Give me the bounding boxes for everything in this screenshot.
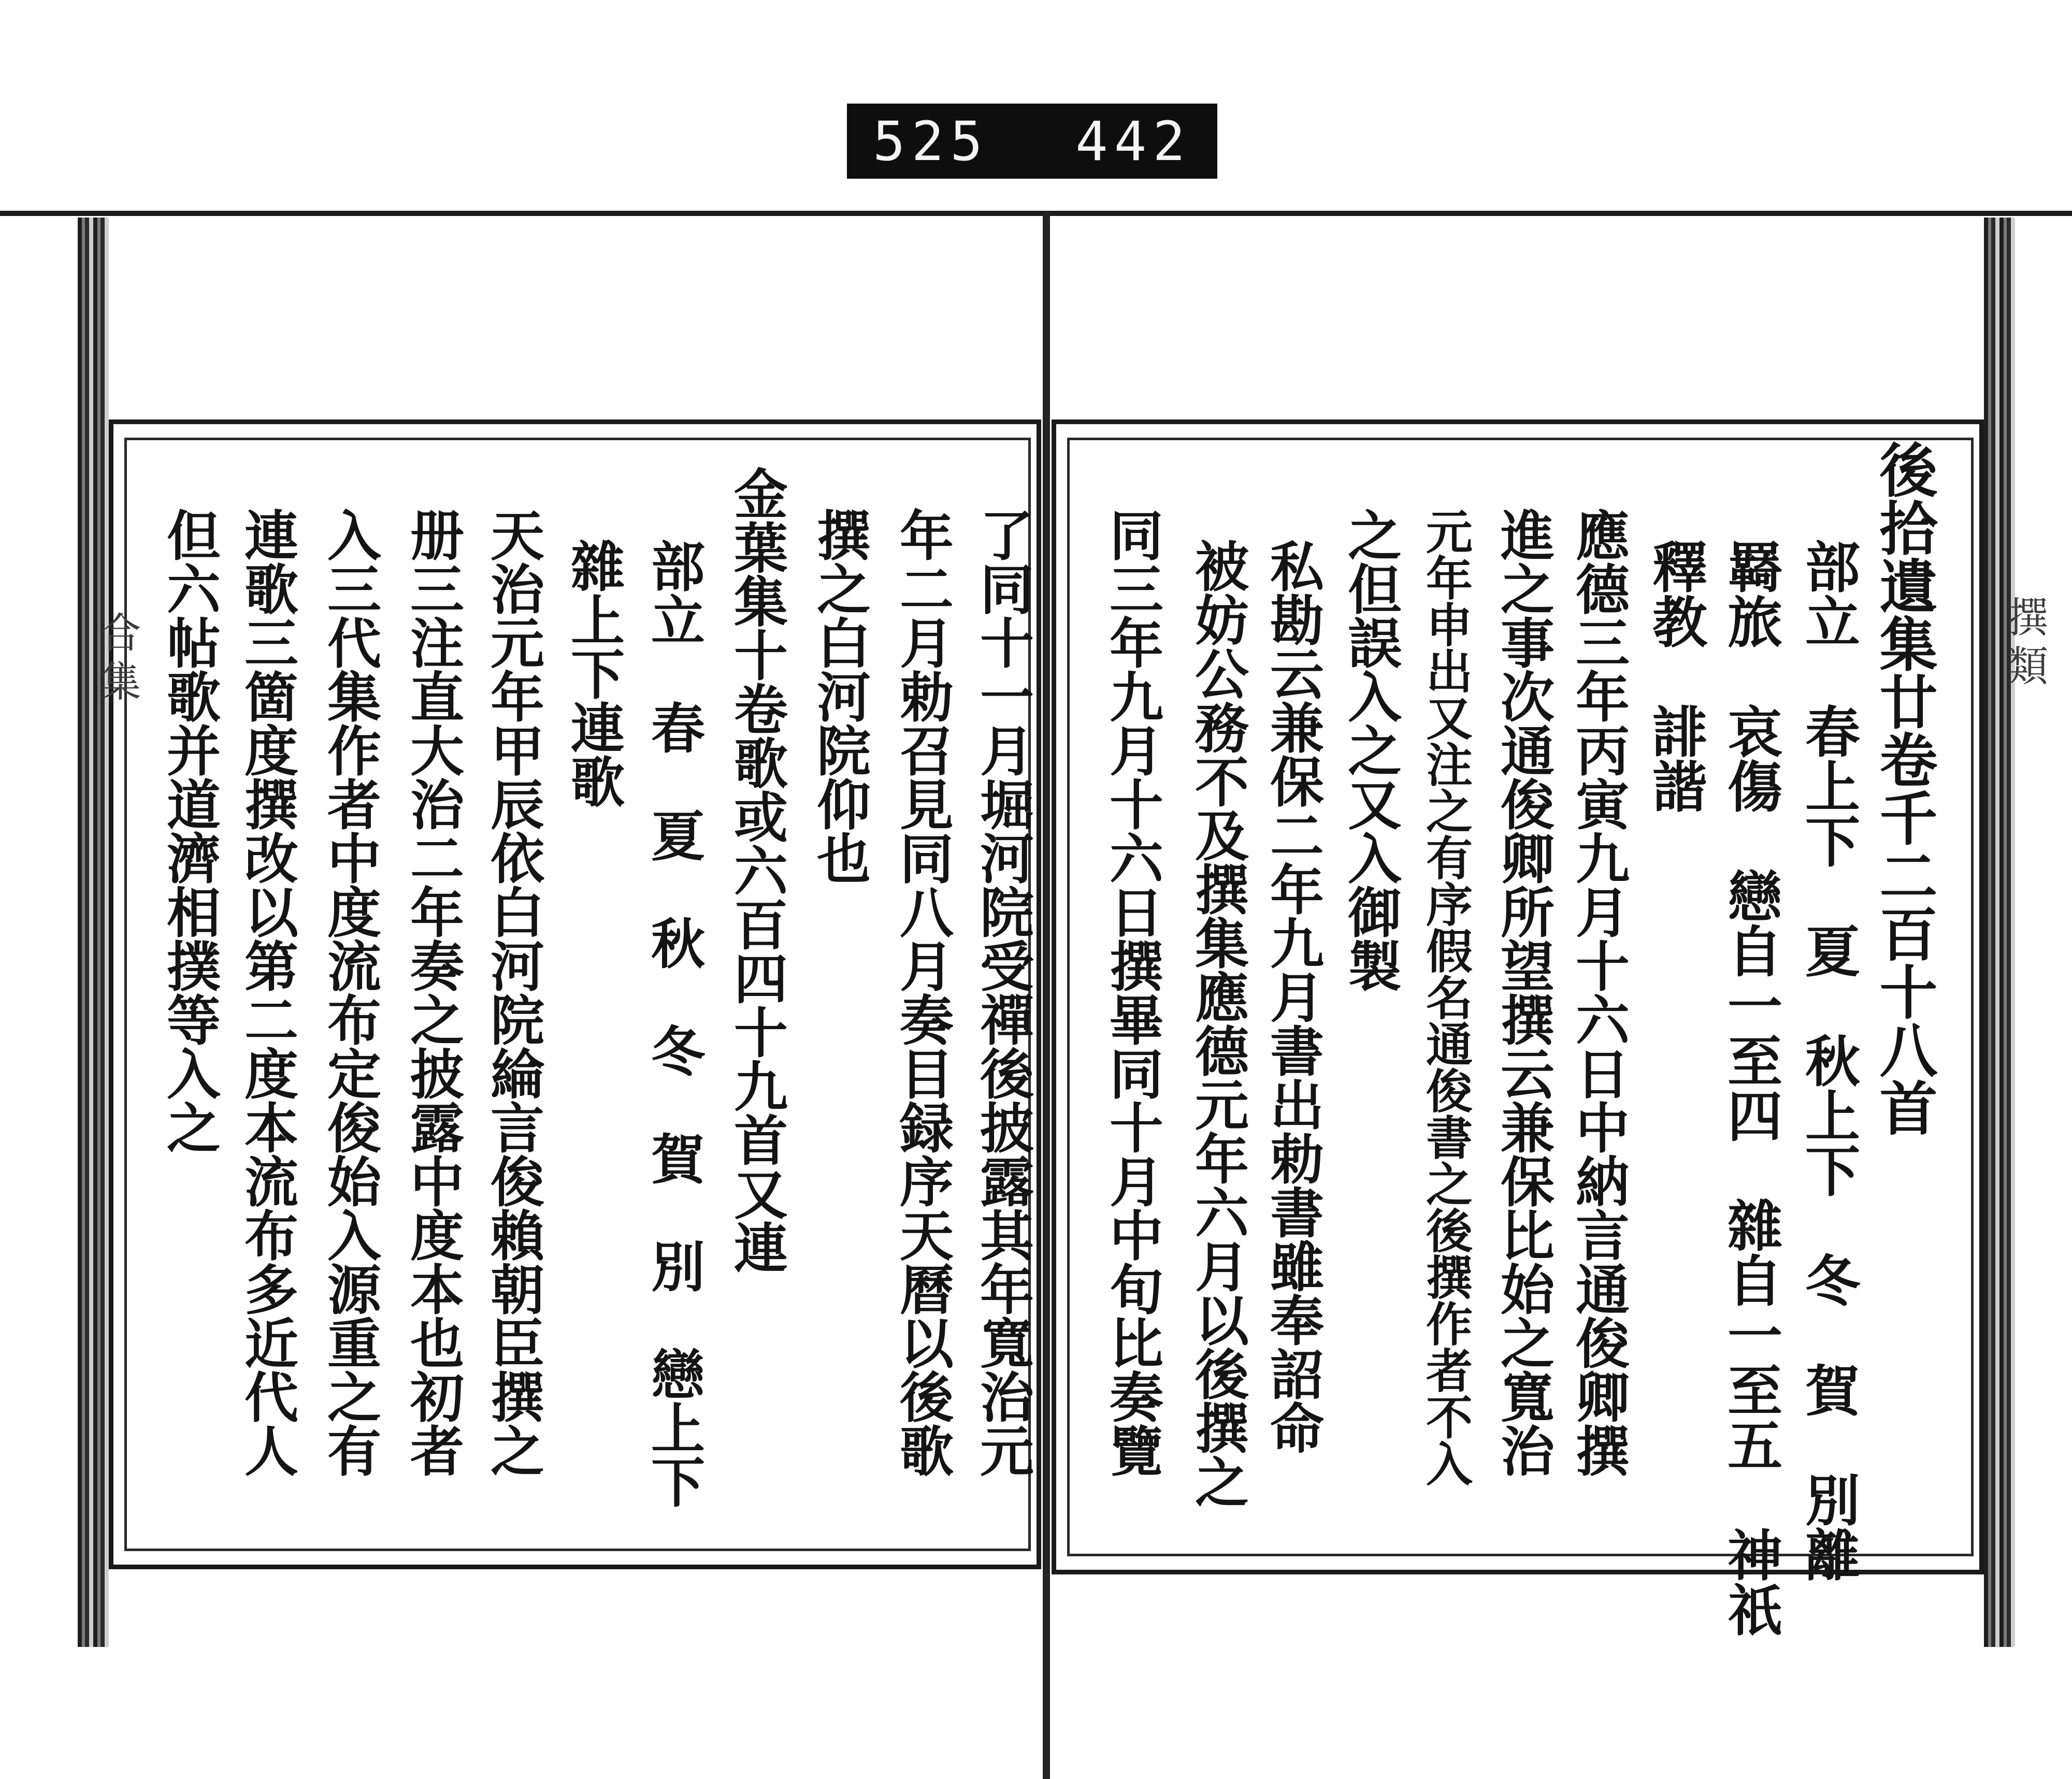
right-column-9: 私勘云兼保二年九月書出勅書雖奉詔命 bbox=[1261, 539, 1325, 1454]
left-column-9: 入三代集作者中度流布定俊始入源重之有 bbox=[318, 508, 382, 1477]
right-column-10: 被妨公務不及撰集應德元年六月以後撰之 bbox=[1186, 539, 1249, 1508]
left-margin-title: 合集 bbox=[93, 611, 141, 708]
right-column-4: 釋教 誹諧 bbox=[1644, 539, 1708, 813]
left-column-2: 年二月勅召見同八月奏目録序天曆以後歌 bbox=[890, 508, 954, 1477]
right-column-3: 羇旅 哀傷 戀自一至四 雜自一至五 神祇 bbox=[1719, 539, 1783, 1637]
right-column-7: 元年申出又注之有序假名通俊書之後撰作者不入 bbox=[1418, 508, 1473, 1486]
left-column-8: 册三注直大治二年奏之披露中度本也初者 bbox=[401, 508, 465, 1477]
right-column-11: 同三年九月十六日撰畢同十月中旬比奏覽 bbox=[1100, 508, 1164, 1477]
right-column-1: 後拾遺集廿卷千二百十八首 bbox=[1870, 440, 1938, 1136]
archive-number-right: 442 bbox=[1075, 109, 1191, 173]
archive-number-left: 525 bbox=[873, 109, 989, 173]
left-column-11: 但六帖歌并道濟相撲等入之 bbox=[157, 508, 221, 1154]
right-column-5: 應德三年丙寅九月十六日中納言通俊卿撰 bbox=[1566, 508, 1630, 1477]
right-column-6: 進之事次通俊卿所望撰云兼保比始之寬治 bbox=[1491, 508, 1555, 1477]
left-column-6: 雜上下連歌 bbox=[562, 539, 625, 808]
book-spine bbox=[1043, 212, 1050, 1779]
right-column-8: 之但誤入之又入御製 bbox=[1339, 508, 1402, 992]
right-column-2: 部立 春上下 夏 秋上下 冬 賀 別離 bbox=[1796, 539, 1861, 1582]
top-rule bbox=[0, 211, 2072, 216]
left-column-3: 撰之白河院仰也 bbox=[808, 508, 871, 885]
left-column-5: 部立 春 夏 秋 冬 賀 別 戀上下 bbox=[642, 539, 706, 1508]
left-column-1: 了同十一月堀河院受禪後披露其年寬治元 bbox=[971, 508, 1034, 1477]
left-column-7: 天治元年甲辰依白河院綸言俊賴朝臣撰之 bbox=[481, 508, 545, 1477]
right-margin-title: 撰類 bbox=[2000, 596, 2048, 693]
left-column-4: 金葉集十卷歌或六百四十九首又連 bbox=[725, 466, 788, 1274]
archive-number-label bbox=[847, 104, 1217, 179]
left-column-10: 連歌三箇度撰改以第二度本流布多近代人 bbox=[235, 508, 299, 1477]
